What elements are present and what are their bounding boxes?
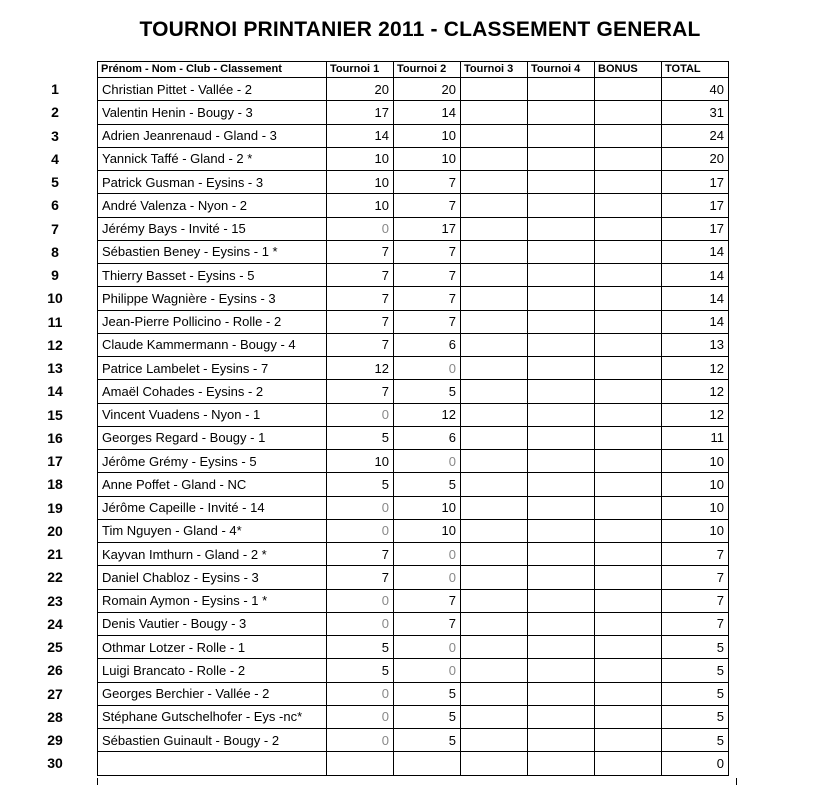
total-cell: 5 [662, 682, 729, 705]
tournoi-4-cell [528, 78, 595, 101]
tournoi-4-cell [528, 496, 595, 519]
player-cell: Denis Vautier - Bougy - 3 [98, 612, 327, 635]
total-cell: 5 [662, 705, 729, 728]
rank-number: 5 [51, 174, 59, 190]
tournoi-1-cell: 5 [327, 636, 394, 659]
page-title: TOURNOI PRINTANIER 2011 - CLASSEMENT GENERAL [139, 18, 701, 41]
bonus-cell [595, 450, 662, 473]
tournoi-3-cell [461, 659, 528, 682]
table-row [98, 124, 729, 147]
total-cell: 5 [662, 729, 729, 752]
tournoi-2-cell: 7 [394, 612, 461, 635]
bonus-cell [595, 333, 662, 356]
tournoi-4-cell [528, 124, 595, 147]
bonus-cell [595, 705, 662, 728]
tournoi-3-cell [461, 333, 528, 356]
bonus-cell [595, 403, 662, 426]
total-cell: 5 [662, 659, 729, 682]
tournoi-3-cell [461, 566, 528, 589]
player-cell: André Valenza - Nyon - 2 [98, 194, 327, 217]
tournoi-4-cell [528, 519, 595, 542]
tournoi-1-cell: 7 [327, 566, 394, 589]
player-cell: Adrien Jeanrenaud - Gland - 3 [98, 124, 327, 147]
table-row [98, 78, 729, 101]
player-cell: Anne Poffet - Gland - NC [98, 473, 327, 496]
bonus-cell [595, 287, 662, 310]
header-tournoi-4: Tournoi 4 [528, 62, 595, 78]
tournoi-4-cell [528, 217, 595, 240]
tournoi-1-cell: 7 [327, 240, 394, 263]
tournoi-3-cell [461, 473, 528, 496]
rank-number: 26 [47, 662, 63, 679]
player-cell: Yannick Taffé - Gland - 2 * [98, 147, 327, 170]
tournoi-1-cell: 20 [327, 78, 394, 101]
player-cell: Georges Regard - Bougy - 1 [98, 426, 327, 449]
bonus-cell [595, 612, 662, 635]
tournoi-3-cell [461, 217, 528, 240]
rank-number: 7 [51, 220, 59, 237]
total-cell: 7 [662, 566, 729, 589]
table-continuation [97, 778, 737, 785]
bonus-cell [595, 171, 662, 194]
player-cell: Philippe Wagnière - Eysins - 3 [98, 287, 327, 310]
tournoi-2-cell [394, 752, 461, 775]
table-row [98, 403, 729, 426]
tournoi-2-cell: 5 [394, 729, 461, 752]
tournoi-1-cell: 7 [327, 380, 394, 403]
player-cell: Sébastien Beney - Eysins - 1 * [98, 240, 327, 263]
tournoi-4-cell [528, 403, 595, 426]
bonus-cell [595, 426, 662, 449]
rank-number: 2 [51, 104, 59, 121]
tournoi-1-cell: 0 [327, 705, 394, 728]
tournoi-3-cell [461, 682, 528, 705]
tournoi-3-cell [461, 612, 528, 635]
total-cell: 20 [662, 147, 729, 170]
total-cell: 11 [662, 426, 729, 449]
tournoi-2-cell: 12 [394, 403, 461, 426]
bonus-cell [595, 752, 662, 775]
bonus-cell [595, 264, 662, 287]
player-cell: Daniel Chabloz - Eysins - 3 [98, 566, 327, 589]
tournoi-4-cell [528, 450, 595, 473]
tournoi-1-cell: 0 [327, 519, 394, 542]
table-row [98, 636, 729, 659]
tournoi-3-cell [461, 287, 528, 310]
tournoi-4-cell [528, 240, 595, 263]
tournoi-1-cell: 10 [327, 171, 394, 194]
rank-number: 22 [47, 569, 63, 586]
table-row [98, 519, 729, 542]
tournoi-1-cell: 5 [327, 659, 394, 682]
bonus-cell [595, 589, 662, 612]
tournoi-4-cell [528, 194, 595, 217]
tournoi-2-cell: 7 [394, 194, 461, 217]
rank-number: 1 [51, 81, 59, 97]
rank-number: 10 [47, 290, 63, 307]
tournoi-4-cell [528, 636, 595, 659]
total-cell: 31 [662, 101, 729, 124]
rank-number: 30 [47, 755, 63, 772]
tournoi-1-cell: 0 [327, 729, 394, 752]
tournoi-2-cell: 7 [394, 240, 461, 263]
player-cell: Jérémy Bays - Invité - 15 [98, 217, 327, 240]
total-cell: 10 [662, 496, 729, 519]
table-row [98, 612, 729, 635]
tournoi-2-cell: 0 [394, 636, 461, 659]
rank-number: 9 [51, 267, 59, 283]
player-cell [98, 752, 327, 775]
bonus-cell [595, 310, 662, 333]
tournoi-4-cell [528, 566, 595, 589]
player-cell: Georges Berchier - Vallée - 2 [98, 682, 327, 705]
bonus-cell [595, 380, 662, 403]
tournoi-3-cell [461, 310, 528, 333]
tournoi-4-cell [528, 426, 595, 449]
total-cell: 7 [662, 543, 729, 566]
table-row [98, 310, 729, 333]
header-bonus: BONUS [595, 62, 662, 78]
tournoi-1-cell: 10 [327, 194, 394, 217]
table-row [98, 147, 729, 170]
header-tournoi-3: Tournoi 3 [461, 62, 528, 78]
tournoi-2-cell: 10 [394, 124, 461, 147]
table-row [98, 682, 729, 705]
tournoi-4-cell [528, 612, 595, 635]
player-cell: Tim Nguyen - Gland - 4* [98, 519, 327, 542]
tournoi-3-cell [461, 496, 528, 519]
tournoi-2-cell: 20 [394, 78, 461, 101]
tournoi-2-cell: 5 [394, 380, 461, 403]
table-row [98, 705, 729, 728]
player-cell: Amaël Cohades - Eysins - 2 [98, 380, 327, 403]
rank-number: 28 [47, 708, 63, 725]
tournoi-1-cell: 10 [327, 450, 394, 473]
player-cell: Luigi Brancato - Rolle - 2 [98, 659, 327, 682]
ranking-table [97, 61, 729, 776]
tournoi-2-cell: 7 [394, 310, 461, 333]
table-row [98, 264, 729, 287]
total-cell: 10 [662, 450, 729, 473]
tournoi-4-cell [528, 589, 595, 612]
tournoi-3-cell [461, 519, 528, 542]
tournoi-1-cell: 10 [327, 147, 394, 170]
player-cell: Patrice Lambelet - Eysins - 7 [98, 357, 327, 380]
bonus-cell [595, 566, 662, 589]
player-cell: Jérôme Grémy - Eysins - 5 [98, 450, 327, 473]
tournoi-1-cell: 7 [327, 333, 394, 356]
tournoi-1-cell: 7 [327, 287, 394, 310]
total-cell: 17 [662, 194, 729, 217]
total-cell: 7 [662, 589, 729, 612]
player-cell: Claude Kammermann - Bougy - 4 [98, 333, 327, 356]
tournoi-3-cell [461, 264, 528, 287]
player-cell: Jérôme Capeille - Invité - 14 [98, 496, 327, 519]
tournoi-4-cell [528, 101, 595, 124]
tournoi-4-cell [528, 310, 595, 333]
tournoi-1-cell: 7 [327, 264, 394, 287]
player-cell: Patrick Gusman - Eysins - 3 [98, 171, 327, 194]
tournoi-4-cell [528, 705, 595, 728]
rank-number: 3 [51, 127, 59, 144]
header-row [98, 62, 729, 78]
tournoi-2-cell: 5 [394, 473, 461, 496]
player-cell: Othmar Lotzer - Rolle - 1 [98, 636, 327, 659]
total-cell: 5 [662, 636, 729, 659]
tournoi-1-cell: 5 [327, 426, 394, 449]
tournoi-4-cell [528, 659, 595, 682]
tournoi-4-cell [528, 380, 595, 403]
total-cell: 10 [662, 519, 729, 542]
bonus-cell [595, 217, 662, 240]
table-row [98, 287, 729, 310]
tournoi-4-cell [528, 333, 595, 356]
tournoi-2-cell: 0 [394, 450, 461, 473]
tournoi-4-cell [528, 287, 595, 310]
tournoi-1-cell: 0 [327, 589, 394, 612]
table-row [98, 496, 729, 519]
total-cell: 17 [662, 171, 729, 194]
tournoi-3-cell [461, 426, 528, 449]
header-total: TOTAL [662, 62, 729, 78]
player-cell: Sébastien Guinault - Bougy - 2 [98, 729, 327, 752]
tournoi-1-cell: 0 [327, 682, 394, 705]
bonus-cell [595, 78, 662, 101]
tournoi-2-cell: 10 [394, 147, 461, 170]
tournoi-3-cell [461, 705, 528, 728]
tournoi-4-cell [528, 264, 595, 287]
total-cell: 13 [662, 333, 729, 356]
table-row [98, 240, 729, 263]
bonus-cell [595, 729, 662, 752]
rank-number: 18 [47, 476, 63, 493]
player-cell: Thierry Basset - Eysins - 5 [98, 264, 327, 287]
total-cell: 12 [662, 357, 729, 380]
bonus-cell [595, 682, 662, 705]
rank-number: 4 [51, 150, 59, 167]
table-row [98, 473, 729, 496]
tournoi-4-cell [528, 752, 595, 775]
total-cell: 12 [662, 403, 729, 426]
table-row [98, 450, 729, 473]
tournoi-1-cell: 12 [327, 357, 394, 380]
rank-number: 27 [47, 685, 63, 702]
bonus-cell [595, 194, 662, 217]
tournoi-2-cell: 7 [394, 589, 461, 612]
table-row [98, 357, 729, 380]
table-row [98, 217, 729, 240]
tournoi-3-cell [461, 752, 528, 775]
tournoi-3-cell [461, 450, 528, 473]
table-row [98, 171, 729, 194]
bonus-cell [595, 124, 662, 147]
tournoi-3-cell [461, 636, 528, 659]
tournoi-3-cell [461, 101, 528, 124]
table-row [98, 194, 729, 217]
total-cell: 14 [662, 264, 729, 287]
total-cell: 14 [662, 287, 729, 310]
tournoi-1-cell: 0 [327, 496, 394, 519]
tournoi-1-cell [327, 752, 394, 775]
bonus-cell [595, 357, 662, 380]
tournoi-4-cell [528, 171, 595, 194]
tournoi-3-cell [461, 589, 528, 612]
tournoi-3-cell [461, 240, 528, 263]
table-row [98, 333, 729, 356]
bonus-cell [595, 101, 662, 124]
tournoi-4-cell [528, 543, 595, 566]
bonus-cell [595, 519, 662, 542]
bonus-cell [595, 496, 662, 519]
tournoi-1-cell: 7 [327, 310, 394, 333]
player-cell: Kayvan Imthurn - Gland - 2 * [98, 543, 327, 566]
tournoi-1-cell: 17 [327, 101, 394, 124]
player-cell: Vincent Vuadens - Nyon - 1 [98, 403, 327, 426]
tournoi-2-cell: 7 [394, 264, 461, 287]
tournoi-3-cell [461, 147, 528, 170]
total-cell: 40 [662, 78, 729, 101]
tournoi-1-cell: 0 [327, 217, 394, 240]
rank-column [30, 78, 80, 776]
tournoi-4-cell [528, 357, 595, 380]
rank-number: 13 [47, 360, 63, 376]
rank-number: 23 [47, 592, 63, 609]
tournoi-3-cell [461, 78, 528, 101]
rank-number: 8 [51, 243, 59, 260]
tournoi-4-cell [528, 729, 595, 752]
rank-number: 19 [47, 499, 63, 516]
total-cell: 14 [662, 240, 729, 263]
table-row [98, 426, 729, 449]
player-cell: Christian Pittet - Vallée - 2 [98, 78, 327, 101]
total-cell: 7 [662, 612, 729, 635]
tournoi-3-cell [461, 194, 528, 217]
tournoi-2-cell: 7 [394, 171, 461, 194]
player-cell: Stéphane Gutschelhofer - Eys -nc* [98, 705, 327, 728]
rank-number: 29 [47, 732, 63, 748]
rank-number: 12 [47, 336, 63, 353]
table-row [98, 380, 729, 403]
tournoi-2-cell: 5 [394, 705, 461, 728]
table-row [98, 101, 729, 124]
rank-number: 25 [47, 639, 63, 655]
total-cell: 17 [662, 217, 729, 240]
rank-number: 21 [47, 546, 63, 562]
tournoi-3-cell [461, 124, 528, 147]
table-row [98, 729, 729, 752]
tournoi-4-cell [528, 147, 595, 170]
rank-number: 20 [47, 522, 63, 539]
tournoi-3-cell [461, 171, 528, 194]
table-row [98, 543, 729, 566]
tournoi-2-cell: 0 [394, 566, 461, 589]
table-row [98, 589, 729, 612]
tournoi-3-cell [461, 403, 528, 426]
table-row [98, 566, 729, 589]
tournoi-4-cell [528, 682, 595, 705]
player-cell: Valentin Henin - Bougy - 3 [98, 101, 327, 124]
table-row [98, 659, 729, 682]
tournoi-1-cell: 7 [327, 543, 394, 566]
tournoi-4-cell [528, 473, 595, 496]
tournoi-2-cell: 0 [394, 543, 461, 566]
rank-number: 24 [47, 615, 63, 632]
tournoi-3-cell [461, 729, 528, 752]
tournoi-2-cell: 6 [394, 426, 461, 449]
tournoi-3-cell [461, 543, 528, 566]
tournoi-3-cell [461, 380, 528, 403]
rank-number: 17 [47, 453, 63, 469]
tournoi-2-cell: 14 [394, 101, 461, 124]
tournoi-1-cell: 0 [327, 612, 394, 635]
total-cell: 24 [662, 124, 729, 147]
header-player: Prénom - Nom - Club - Classement [98, 62, 327, 78]
rank-number: 14 [47, 383, 63, 400]
bonus-cell [595, 659, 662, 682]
total-cell: 0 [662, 752, 729, 775]
total-cell: 10 [662, 473, 729, 496]
tournoi-1-cell: 14 [327, 124, 394, 147]
bonus-cell [595, 543, 662, 566]
rank-number: 16 [47, 429, 63, 446]
rank-number: 11 [47, 313, 63, 330]
tournoi-1-cell: 0 [327, 403, 394, 426]
rank-number: 6 [51, 197, 59, 214]
player-cell: Romain Aymon - Eysins - 1 * [98, 589, 327, 612]
tournoi-2-cell: 0 [394, 659, 461, 682]
header-tournoi-2: Tournoi 2 [394, 62, 461, 78]
tournoi-2-cell: 10 [394, 519, 461, 542]
tournoi-3-cell [461, 357, 528, 380]
tournoi-2-cell: 17 [394, 217, 461, 240]
tournoi-1-cell: 5 [327, 473, 394, 496]
bonus-cell [595, 240, 662, 263]
tournoi-2-cell: 5 [394, 682, 461, 705]
bonus-cell [595, 636, 662, 659]
bonus-cell [595, 473, 662, 496]
tournoi-2-cell: 6 [394, 333, 461, 356]
header-tournoi-1: Tournoi 1 [327, 62, 394, 78]
total-cell: 14 [662, 310, 729, 333]
tournoi-2-cell: 10 [394, 496, 461, 519]
tournoi-2-cell: 0 [394, 357, 461, 380]
bonus-cell [595, 147, 662, 170]
player-cell: Jean-Pierre Pollicino - Rolle - 2 [98, 310, 327, 333]
tournoi-2-cell: 7 [394, 287, 461, 310]
total-cell: 12 [662, 380, 729, 403]
table-row [98, 752, 729, 775]
rank-number: 15 [47, 406, 63, 423]
